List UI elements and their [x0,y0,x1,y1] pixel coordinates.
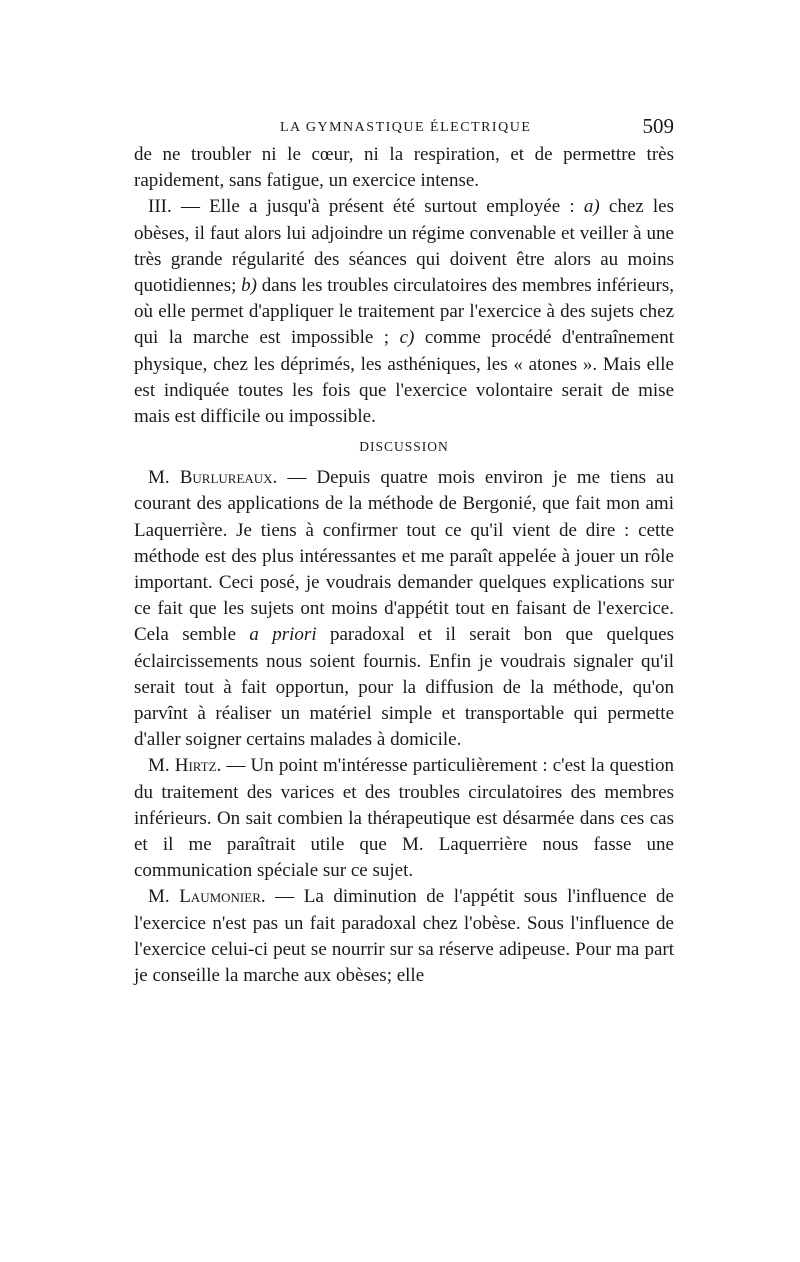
burlureaux-text-2: paradoxal et il serait bon que quelques éclaircissements nous soient fournis. Enfin je voudrais signaler qu'il serait tout à fait opportun, pour la diffusion de la méthode, qu'on parvînt à réaliser un matériel simple et transportable qui permette d'aller soigner certains malades à domicile. [134,624,674,751]
book-page [134,112,674,989]
burlureaux-italic: a priori [249,624,317,646]
item-c-text: comme procédé d'entraînement physique, chez les déprimés, les asthéniques, les « atones ». Mais elle est indiquée toutes les fois que l'exercice volontaire serait de mise mais est difficile ou impossible. [134,327,674,428]
burlureaux-text-1: — Depuis quatre mois environ je me tiens au courant des applications de la méthode de Bergonié, que fait mon ami Laquerrière. Je tiens à confirmer tout ce qu'il vient de dire : cette méthode est des plus intéressantes et me paraît appelée à jouer un rôle important. Ceci posé, je voudrais demander quelques explications sur ce fait que les sujets ont moins d'appétit tout en faisant de l'exercice. Cela semble [134,467,674,646]
section-iii-opening: III. — Elle a jusqu'à présent été surtout employée : [148,196,584,218]
burlureaux-paragraph [134,465,674,753]
running-header [134,112,674,142]
running-title: LA GYMNASTIQUE ÉLECTRIQUE [280,120,532,135]
speaker-burlureaux: M. Burlureaux. [148,467,278,489]
item-b-label: b) [241,275,257,297]
section-iii-paragraph [134,194,674,430]
hirtz-text: — Un point m'intéresse particulièrement : c'est la question du traitement des varices et des troubles circulatoires des membres inférieurs. On sait combien la thérapeutique est désarmée dans ces cas et il me paraîtrait utile que M. Laquerrière nous fasse une communication spéciale sur ce sujet. [134,755,674,882]
speaker-laumonier: M. Laumonier. [148,886,266,908]
hirtz-paragraph [134,753,674,884]
laumonier-text: — La diminution de l'appétit sous l'influence de l'exercice n'est pas un fait paradoxal chez l'obèse. Sous l'influence de l'exercice celui-ci peut se nourrir sur sa réserve adipeuse. Pour ma part je conseille la marche aux obèses; elle [134,886,674,987]
laumonier-paragraph [134,884,674,989]
page-number: 509 [642,114,674,138]
item-c-label: c) [399,327,415,349]
speaker-hirtz: M. Hirtz. [148,755,222,777]
continuation-paragraph: de ne troubler ni le cœur, ni la respiration, et de permettre très rapidement, sans fatigue, un exercice intense. [134,144,674,192]
item-a-text: chez les obèses, il faut alors lui adjoindre un régime convenable et veiller à une très grande régularité des séances qui doivent être alors au moins quotidiennes; [134,196,675,297]
item-b-text: dans les troubles circulatoires des membres inférieurs, où elle permet d'appliquer le traitement par l'exercice à des sujets chez qui la marche est impossible ; [134,275,674,349]
discussion-heading: DISCUSSION [359,439,449,455]
item-a-label: a) [583,196,600,218]
